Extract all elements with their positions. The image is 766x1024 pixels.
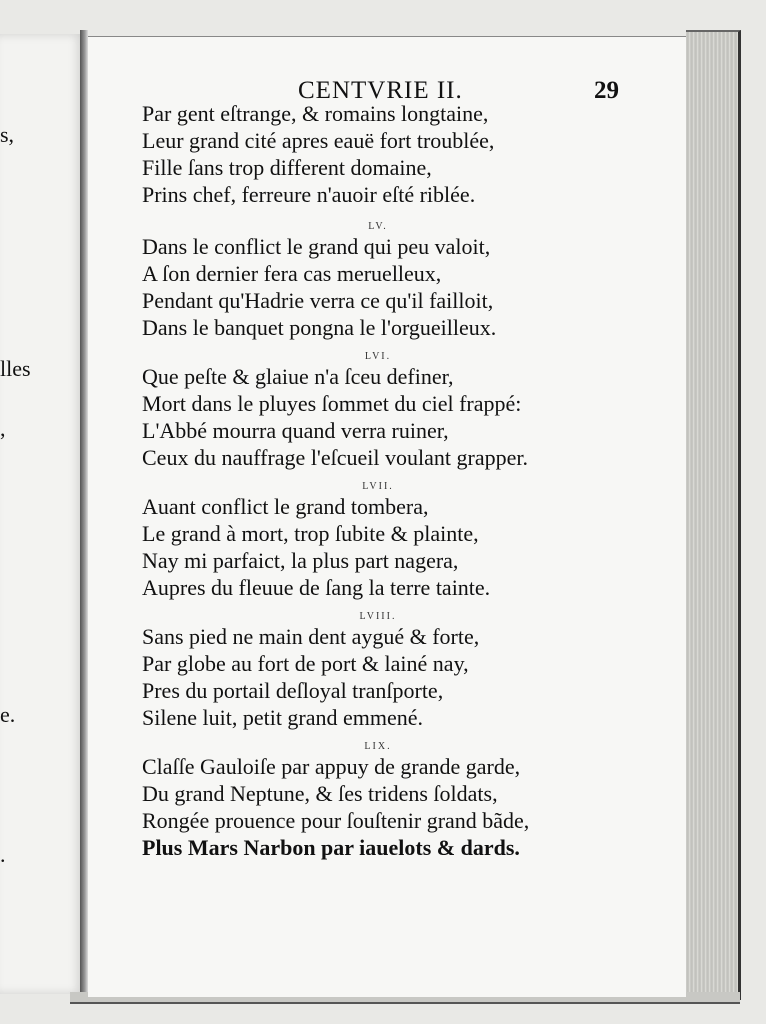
verse-line: L'Abbé mourra quand verra ruiner, [142, 418, 449, 443]
verse-line: Prins chef, ferreure n'auoir eſté riblée. [142, 182, 476, 207]
verse-line: Leur grand cité apres eauë fort troublée, [142, 128, 495, 153]
quatrain-number: LIX. [364, 741, 392, 752]
verse-line: Silene luit, petit grand emmené. [142, 705, 424, 730]
right-page [88, 36, 686, 997]
page-edges [686, 30, 741, 1000]
verse-line: Auant conflict le grand tombera, [142, 494, 429, 519]
verse-line: Du grand Neptune, & ſes tridens ſoldats, [142, 781, 498, 806]
quatrain-number: LVII. [362, 481, 394, 492]
verse-line: Nay mi parfaict, la plus part nagera, [142, 548, 459, 573]
running-title: CENTVRIE II. [298, 77, 463, 104]
left-page-fragment: , [0, 416, 6, 441]
verse-line: Par gent eſtrange, & romains longtaine, [142, 101, 489, 126]
verse-line: A ſon dernier fera cas meruelleux, [142, 261, 442, 286]
verse-line: Ceux du nauffrage l'eſcueil voulant grapper. [142, 445, 528, 470]
verse-line: Fille ſans trop different domaine, [142, 155, 432, 180]
verse-line: Mort dans le pluyes ſommet du ciel frappé: [142, 391, 522, 416]
quatrain-number: LVIII. [359, 611, 397, 622]
verse-line: Pendant qu'Hadrie verra ce qu'il failloit, [142, 288, 494, 313]
verse-line: Rongée prouence pour ſouſtenir grand bãde, [142, 808, 530, 833]
page-number: 29 [594, 77, 619, 104]
verse-line: Claſſe Gauloiſe par appuy de grande garde, [142, 754, 521, 779]
book-gutter [80, 30, 88, 996]
verse-line: Plus Mars Narbon par iauelots & dards. [142, 835, 520, 860]
verse-line: Par globe au fort de port & lainé nay, [142, 651, 469, 676]
verse-line: Le grand à mort, trop ſubite & plainte, [142, 521, 479, 546]
verse-line: Sans pied ne main dent aygué & forte, [142, 624, 480, 649]
verse-line: Que peſte & glaiue n'a ſceu definer, [142, 364, 454, 389]
left-page-fragment: s, [0, 122, 15, 147]
left-page-fragment: e. [0, 702, 16, 727]
verse-line: Pres du portail deſloyal tranſporte, [142, 678, 444, 703]
verse-line: Dans le banquet pongna le l'orgueilleux. [142, 315, 497, 340]
left-page-fragment: . [0, 842, 6, 867]
quatrain-number: LVI. [364, 351, 392, 362]
verse-line: Dans le conflict le grand qui peu valoit, [142, 234, 491, 259]
verse-line: Aupres du fleuue de ſang la terre tainte. [142, 575, 491, 600]
quatrain-number: LV. [368, 221, 388, 232]
left-page-fragment: lles [0, 356, 31, 381]
left-page [0, 34, 86, 994]
